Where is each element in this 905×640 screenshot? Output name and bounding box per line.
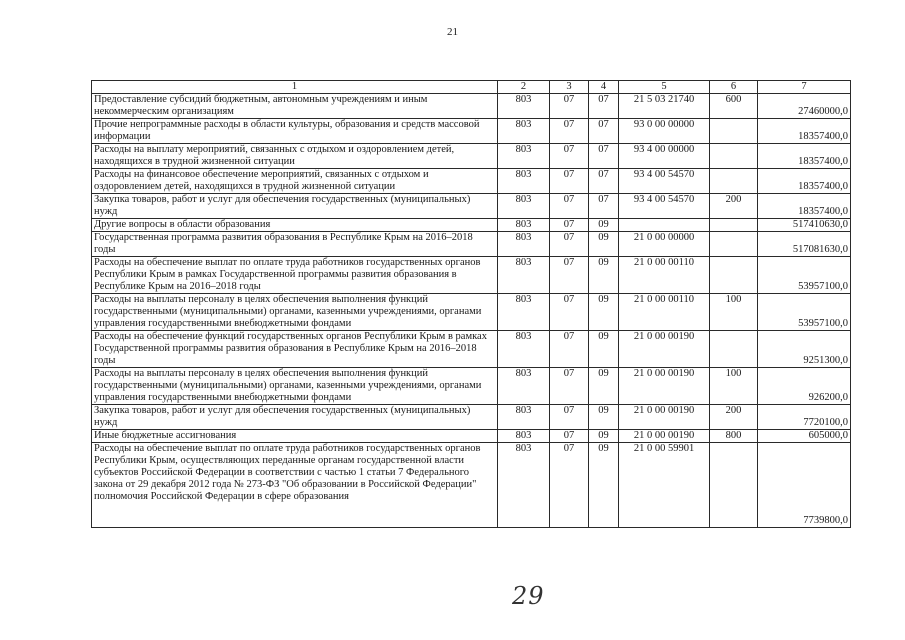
section-code-cell: 07	[550, 119, 589, 144]
amount-cell: 7739800,0	[758, 443, 851, 528]
expense-type-cell: 100	[710, 294, 758, 331]
amount-cell: 53957100,0	[758, 294, 851, 331]
page-number: 21	[447, 26, 458, 38]
target-article-cell: 21 0 00 00190	[619, 331, 710, 368]
ministry-code-cell: 803	[498, 194, 550, 219]
target-article-cell: 21 0 00 00000	[619, 232, 710, 257]
section-code-cell: 07	[550, 219, 589, 232]
expense-type-cell	[710, 443, 758, 528]
subsection-code-cell: 07	[589, 119, 619, 144]
expense-name-cell: Расходы на обеспечение функций государственных органов Республики Крым в рамках Государственной программы развития образования в Республике Крым на 2016–2018 годы	[92, 331, 498, 368]
expense-type-cell: 200	[710, 405, 758, 430]
section-code-cell: 07	[550, 405, 589, 430]
section-code-cell: 07	[550, 294, 589, 331]
expense-name-cell: Расходы на выплаты персоналу в целях обеспечения выполнения функций государственными (муниципальными) органами, казенными учреждениями, органами управления государственными внебюджетными фондами	[92, 294, 498, 331]
ministry-code-cell: 803	[498, 169, 550, 194]
header-cell: 7	[758, 81, 851, 94]
amount-cell: 517081630,0	[758, 232, 851, 257]
ministry-code-cell: 803	[498, 119, 550, 144]
expense-type-cell	[710, 331, 758, 368]
ministry-code-cell: 803	[498, 368, 550, 405]
section-code-cell: 07	[550, 144, 589, 169]
table-header-row	[92, 81, 851, 94]
expense-type-cell: 800	[710, 430, 758, 443]
ministry-code-cell: 803	[498, 443, 550, 528]
expense-type-cell	[710, 169, 758, 194]
target-article-cell: 21 0 00 00190	[619, 405, 710, 430]
amount-cell: 18357400,0	[758, 144, 851, 169]
table-row	[92, 219, 851, 232]
header-cell: 3	[550, 81, 589, 94]
ministry-code-cell: 803	[498, 232, 550, 257]
amount-cell: 18357400,0	[758, 169, 851, 194]
table-row	[92, 430, 851, 443]
amount-cell: 27460000,0	[758, 94, 851, 119]
section-code-cell: 07	[550, 331, 589, 368]
expense-type-cell: 100	[710, 368, 758, 405]
table-row	[92, 257, 851, 294]
table-row	[92, 194, 851, 219]
section-code-cell: 07	[550, 443, 589, 528]
section-code-cell: 07	[550, 430, 589, 443]
expense-name-cell: Предоставление субсидий бюджетным, автономным учреждениям и иным некоммерческим организациям	[92, 94, 498, 119]
amount-cell: 605000,0	[758, 430, 851, 443]
expense-name-cell: Прочие непрограммные расходы в области культуры, образования и средств массовой информации	[92, 119, 498, 144]
amount-cell: 18357400,0	[758, 119, 851, 144]
table-row	[92, 232, 851, 257]
expense-type-cell: 600	[710, 94, 758, 119]
section-code-cell: 07	[550, 194, 589, 219]
table-row	[92, 331, 851, 368]
expense-name-cell: Иные бюджетные ассигнования	[92, 430, 498, 443]
ministry-code-cell: 803	[498, 294, 550, 331]
expense-name-cell: Расходы на обеспечение выплат по оплате труда работников государственных органов Республики Крым в рамках Государственной программы развития образования в Республике Крым на 2016–2018 годы	[92, 257, 498, 294]
table-row	[92, 119, 851, 144]
table-row	[92, 443, 851, 528]
header-cell: 4	[589, 81, 619, 94]
amount-cell: 926200,0	[758, 368, 851, 405]
expense-name-cell: Другие вопросы в области образования	[92, 219, 498, 232]
ministry-code-cell: 803	[498, 94, 550, 119]
expense-name-cell: Расходы на выплаты персоналу в целях обеспечения выполнения функций государственными (муниципальными) органами, казенными учреждениями, органами управления государственными внебюджетными фондами	[92, 368, 498, 405]
expense-name-cell: Расходы на финансовое обеспечение мероприятий, связанных с отдыхом и оздоровлением детей, находящихся в трудной жизненной ситуации	[92, 169, 498, 194]
subsection-code-cell: 07	[589, 94, 619, 119]
amount-cell: 7720100,0	[758, 405, 851, 430]
target-article-cell: 93 4 00 54570	[619, 194, 710, 219]
expense-name-cell: Закупка товаров, работ и услуг для обеспечения государственных (муниципальных) нужд	[92, 405, 498, 430]
table-row	[92, 169, 851, 194]
amount-cell: 517410630,0	[758, 219, 851, 232]
amount-cell: 53957100,0	[758, 257, 851, 294]
header-cell: 1	[92, 81, 498, 94]
subsection-code-cell: 07	[589, 169, 619, 194]
subsection-code-cell: 09	[589, 405, 619, 430]
ministry-code-cell: 803	[498, 219, 550, 232]
target-article-cell: 21 0 00 00190	[619, 368, 710, 405]
table-row	[92, 405, 851, 430]
subsection-code-cell: 09	[589, 368, 619, 405]
table-row	[92, 368, 851, 405]
target-article-cell: 21 5 03 21740	[619, 94, 710, 119]
subsection-code-cell: 09	[589, 294, 619, 331]
section-code-cell: 07	[550, 257, 589, 294]
subsection-code-cell: 09	[589, 232, 619, 257]
table-row	[92, 94, 851, 119]
section-code-cell: 07	[550, 94, 589, 119]
subsection-code-cell: 09	[589, 443, 619, 528]
header-cell: 6	[710, 81, 758, 94]
expense-type-cell	[710, 257, 758, 294]
target-article-cell: 93 4 00 54570	[619, 169, 710, 194]
section-code-cell: 07	[550, 169, 589, 194]
expense-name-cell: Государственная программа развития образования в Республике Крым на 2016–2018 годы	[92, 232, 498, 257]
table-row	[92, 144, 851, 169]
target-article-cell: 93 0 00 00000	[619, 119, 710, 144]
expense-type-cell	[710, 144, 758, 169]
section-code-cell: 07	[550, 232, 589, 257]
budget-table	[91, 80, 851, 528]
expense-name-cell: Закупка товаров, работ и услуг для обеспечения государственных (муниципальных) нужд	[92, 194, 498, 219]
ministry-code-cell: 803	[498, 405, 550, 430]
subsection-code-cell: 09	[589, 257, 619, 294]
expense-type-cell	[710, 119, 758, 144]
ministry-code-cell: 803	[498, 144, 550, 169]
ministry-code-cell: 803	[498, 430, 550, 443]
table-row	[92, 294, 851, 331]
header-cell: 2	[498, 81, 550, 94]
target-article-cell: 21 0 00 00190	[619, 430, 710, 443]
subsection-code-cell: 07	[589, 194, 619, 219]
expense-name-cell: Расходы на выплату мероприятий, связанных с отдыхом и оздоровлением детей, находящихся в трудной жизненной ситуации	[92, 144, 498, 169]
expense-type-cell	[710, 232, 758, 257]
target-article-cell: 93 4 00 00000	[619, 144, 710, 169]
ministry-code-cell: 803	[498, 331, 550, 368]
target-article-cell	[619, 219, 710, 232]
subsection-code-cell: 07	[589, 144, 619, 169]
target-article-cell: 21 0 00 00110	[619, 257, 710, 294]
amount-cell: 9251300,0	[758, 331, 851, 368]
header-cell: 5	[619, 81, 710, 94]
subsection-code-cell: 09	[589, 430, 619, 443]
target-article-cell: 21 0 00 59901	[619, 443, 710, 528]
section-code-cell: 07	[550, 368, 589, 405]
target-article-cell: 21 0 00 00110	[619, 294, 710, 331]
amount-cell: 18357400,0	[758, 194, 851, 219]
handwritten-page-number: 29	[512, 582, 545, 610]
expense-type-cell: 200	[710, 194, 758, 219]
ministry-code-cell: 803	[498, 257, 550, 294]
expense-name-cell: Расходы на обеспечение выплат по оплате труда работников государственных органов Республики Крым, осуществляющих переданные органам государственной власти субъектов Российской Федерации в соответствии с частью 1 статьи 7 Федерального закона от 29 декабря 2012 года № 273-ФЗ "Об образовании в Российской Федерации" полномочия Российской Федерации в сфере образования	[92, 443, 498, 528]
subsection-code-cell: 09	[589, 219, 619, 232]
subsection-code-cell: 09	[589, 331, 619, 368]
expense-type-cell	[710, 219, 758, 232]
